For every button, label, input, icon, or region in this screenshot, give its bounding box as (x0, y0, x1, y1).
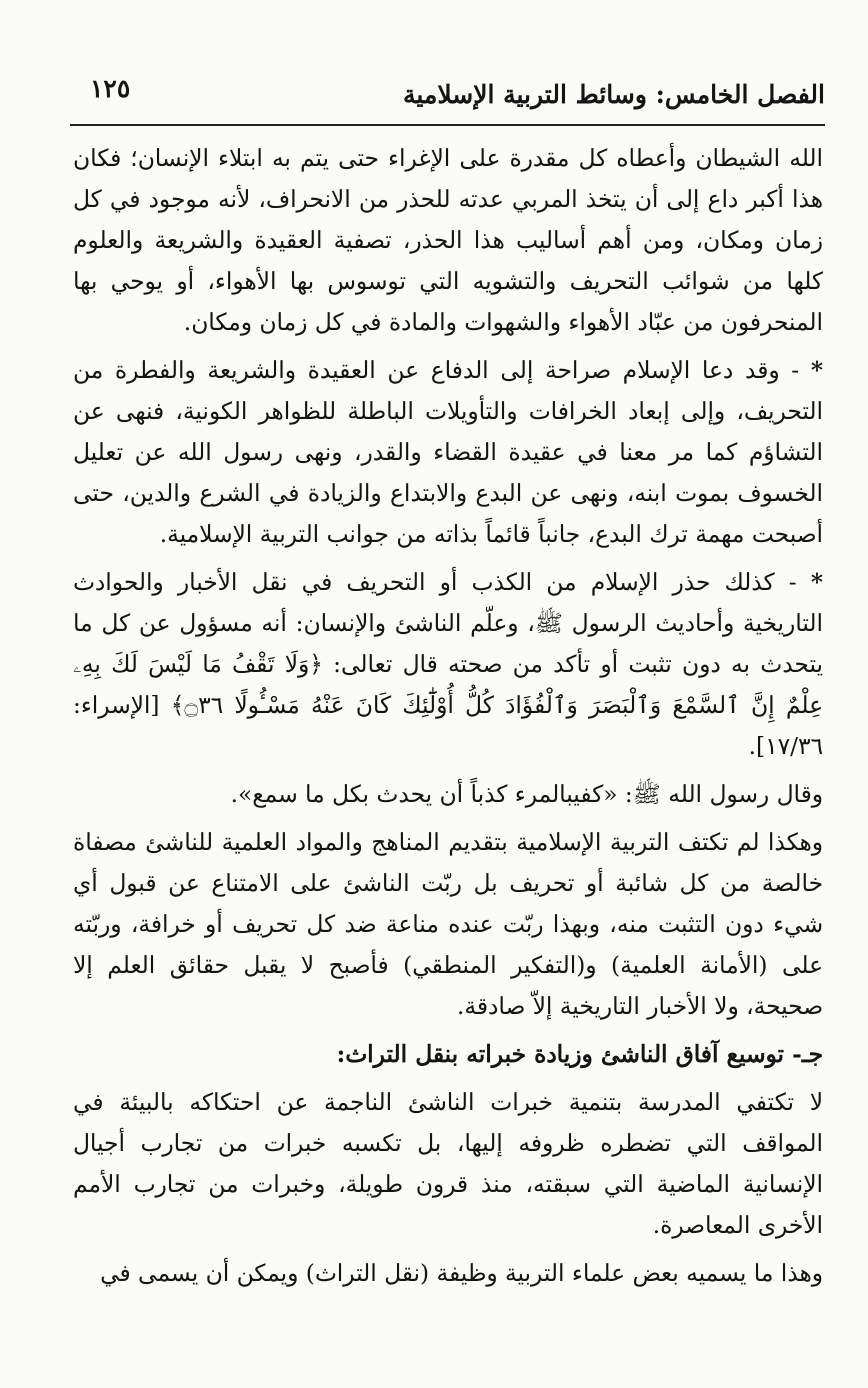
paragraph-6: لا تكتفي المدرسة بتنمية خبرات الناشئ الناجمة عن احتكاكه بالبيئة في المواقف التي تضطره ظروفه إليها، بل تكسبه خبرات من تجارب أجيال الإنسانية الماضية التي سبقته، منذ قرون طويلة، وخبرات من تجارب الأمم الأخرى المعاصرة. (73, 1089, 823, 1239)
header-rule (70, 124, 825, 126)
section-subheading: جـ- توسيع آفاق الناشئ وزيادة خبراته بنقل التراث: (336, 1041, 823, 1068)
paragraph-5: وهكذا لم تكتف التربية الإسلامية بتقديم المناهج والمواد العلمية للناشئ مصفاة خالصة من كل شائبة أو تحريف بل ربّت الناشئ على الامتناع عن قبول أي شيء دون التثبت منه، وبهذا ربّت عنده مناعة ضد كل تحريف أو خرافة، وربّته على (الأمانة العلمية) و(التفكير المنطقي) فأصبح لا يقبل حقائق العلم إلا صحيحة، ولا الأخبار التاريخية إلاّ صادقة. (73, 829, 823, 1020)
running-header (70, 70, 825, 116)
page-body (73, 138, 823, 1301)
paragraph-1: الله الشيطان وأعطاه كل مقدرة على الإغراء حتى يتم به ابتلاء الإنسان؛ فكان هذا أكبر داع إلى أن يتخذ المربي عدته للحذر من الانحراف، لأنه موجود في كل زمان ومكان، ومن أهم أساليب هذا الحذر، تصفية العقيدة والشريعة والعلوم كلها من شوائب التحريف والتشويه التي توسوس بها الأهواء، أو يوحي بها المنحرفون من عبّاد الأهواء والشهوات والمادة في كل زمان ومكان. (73, 145, 823, 336)
paragraph-4: وقال رسول الله ﷺ: «كفيبالمرء كذباً أن يحدث بكل ما سمع». (230, 781, 823, 808)
paragraph-3 (73, 562, 823, 767)
chapter-title: الفصل الخامس: وسائط التربية الإسلامية (403, 80, 825, 109)
paragraph-2-text: - وقد دعا الإسلام صراحة إلى الدفاع عن العقيدة والشريعة والفطرة من التحريف، وإلى إبعاد الخرافات والتأويلات الباطلة للظواهر الكونية، فنهى عن التشاؤم كما مر معنا في عقيدة القضاء والقدر، ونهى رسول الله عن تعليل الخسوف بموت ابنه، ونهى عن البدع والابتداع والزيادة في الشرع والدين، حتى أصبحت مهمة ترك البدع، جانباً قائماً بذاته من جوانب التربية الإسلامية. (73, 357, 823, 548)
star-bullet: * (810, 357, 823, 384)
paragraph-3-text: - كذلك حذر الإسلام من الكذب أو التحريف في نقل الأخبار والحوادث التاريخية وأحاديث الرسول ﷺ، وعلّم الناشئ والإنسان: أنه مسؤول عن كل ما يتحدث به دون تثبت أو تأكد من صحته قال تعالى: ﴿وَلَا تَقْفُ مَا لَيْسَ لَكَ بِهِۦ عِلْمٌ إِنَّ ٱلسَّمْعَ وَٱلْبَصَرَ وَٱلْفُؤَادَ كُلُّ أُوْلَٰٓئِكَ كَانَ عَنْهُ مَسْـُٔولًا ۝٣٦﴾ [الإسراء: ١٧/٣٦]. (73, 569, 823, 760)
page-number: ١٢٥ (90, 74, 131, 103)
paragraph-2 (73, 350, 823, 555)
star-bullet: * (810, 569, 823, 596)
paragraph-7: وهذا ما يسميه بعض علماء التربية وظيفة (نقل التراث) ويمكن أن يسمى في (100, 1260, 823, 1287)
